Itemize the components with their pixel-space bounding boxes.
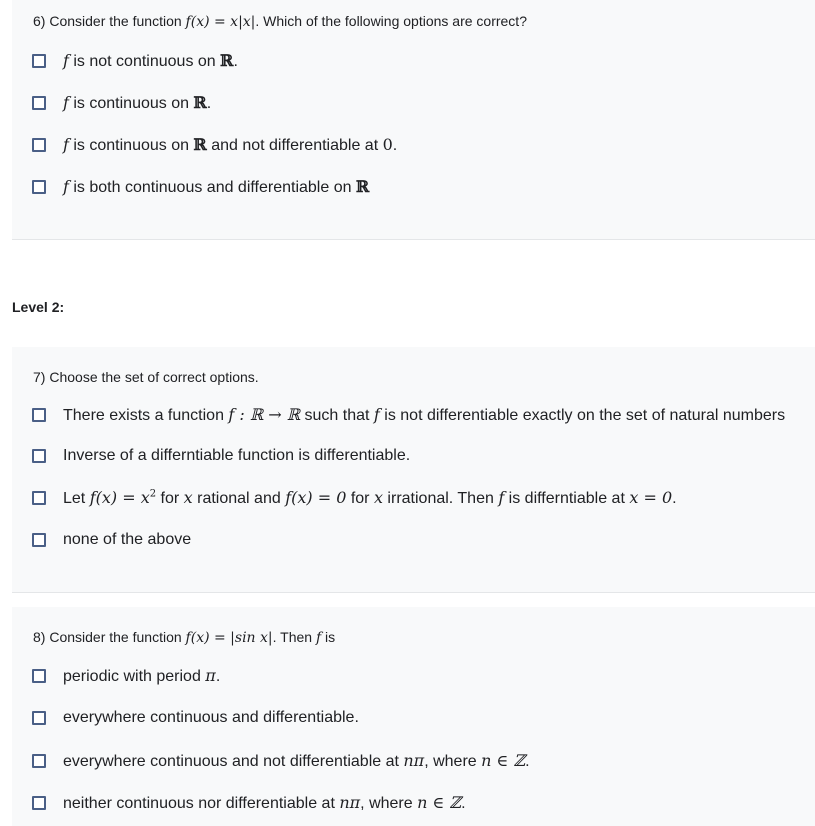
checkbox[interactable]	[32, 491, 46, 505]
checkbox[interactable]	[32, 533, 46, 547]
checkbox[interactable]	[32, 408, 46, 422]
level-heading: Level 2:	[12, 299, 65, 315]
option-label: f is continuous on ℝ.	[63, 93, 212, 112]
checkbox[interactable]	[32, 449, 46, 463]
question-text: 7) Choose the set of correct options.	[33, 369, 259, 385]
option-label: Let $f(x) = x^2$ for x rational and f(x) = 0 for x irrational. Then f is differntiable at x = 0.	[63, 488, 677, 507]
option-label: neither continuous nor differentiable at nπ, where n ∈ ℤ.	[63, 793, 466, 812]
option-1[interactable]	[32, 51, 238, 71]
option-label: everywhere continuous and differentiable.	[63, 709, 359, 726]
option-4[interactable]	[32, 177, 369, 197]
option-1[interactable]	[32, 405, 785, 425]
option-3[interactable]	[32, 488, 677, 508]
option-label: Inverse of a differntiable function is differentiable.	[63, 447, 411, 464]
option-4[interactable]	[32, 793, 466, 813]
option-3[interactable]	[32, 135, 397, 155]
option-2[interactable]	[32, 447, 410, 465]
question-card-8	[12, 607, 815, 826]
option-2[interactable]	[32, 93, 211, 113]
option-label: periodic with period π.	[63, 666, 221, 685]
checkbox[interactable]	[32, 796, 46, 810]
option-label: none of the above	[63, 531, 192, 548]
checkbox[interactable]	[32, 669, 46, 683]
question-text: 8) Consider the function f(x) = |sin x|. Then f is	[33, 629, 336, 646]
checkbox[interactable]	[32, 754, 46, 768]
checkbox[interactable]	[32, 54, 46, 68]
checkbox[interactable]	[32, 96, 46, 110]
option-3[interactable]	[32, 751, 530, 771]
option-label: f is continuous on ℝ and not differentiable at 0.	[63, 135, 398, 154]
checkbox[interactable]	[32, 138, 46, 152]
option-4[interactable]	[32, 531, 191, 549]
option-label: There exists a function f : ℝ → ℝ such that f is not differentiable exactly on the set of natural numbers	[63, 405, 786, 424]
option-label: everywhere continuous and not differentiable at nπ, where n ∈ ℤ.	[63, 751, 530, 770]
question-card-6	[12, 0, 815, 240]
question-card-7	[12, 347, 815, 593]
question-text: 6) Consider the function f(x) = x|x|. Which of the following options are correct?	[33, 13, 527, 30]
checkbox[interactable]	[32, 180, 46, 194]
option-label: f is both continuous and differentiable on ℝ	[63, 177, 370, 196]
checkbox[interactable]	[32, 711, 46, 725]
option-label: f is not continuous on ℝ.	[63, 51, 238, 70]
option-2[interactable]	[32, 709, 359, 727]
option-1[interactable]	[32, 666, 220, 686]
